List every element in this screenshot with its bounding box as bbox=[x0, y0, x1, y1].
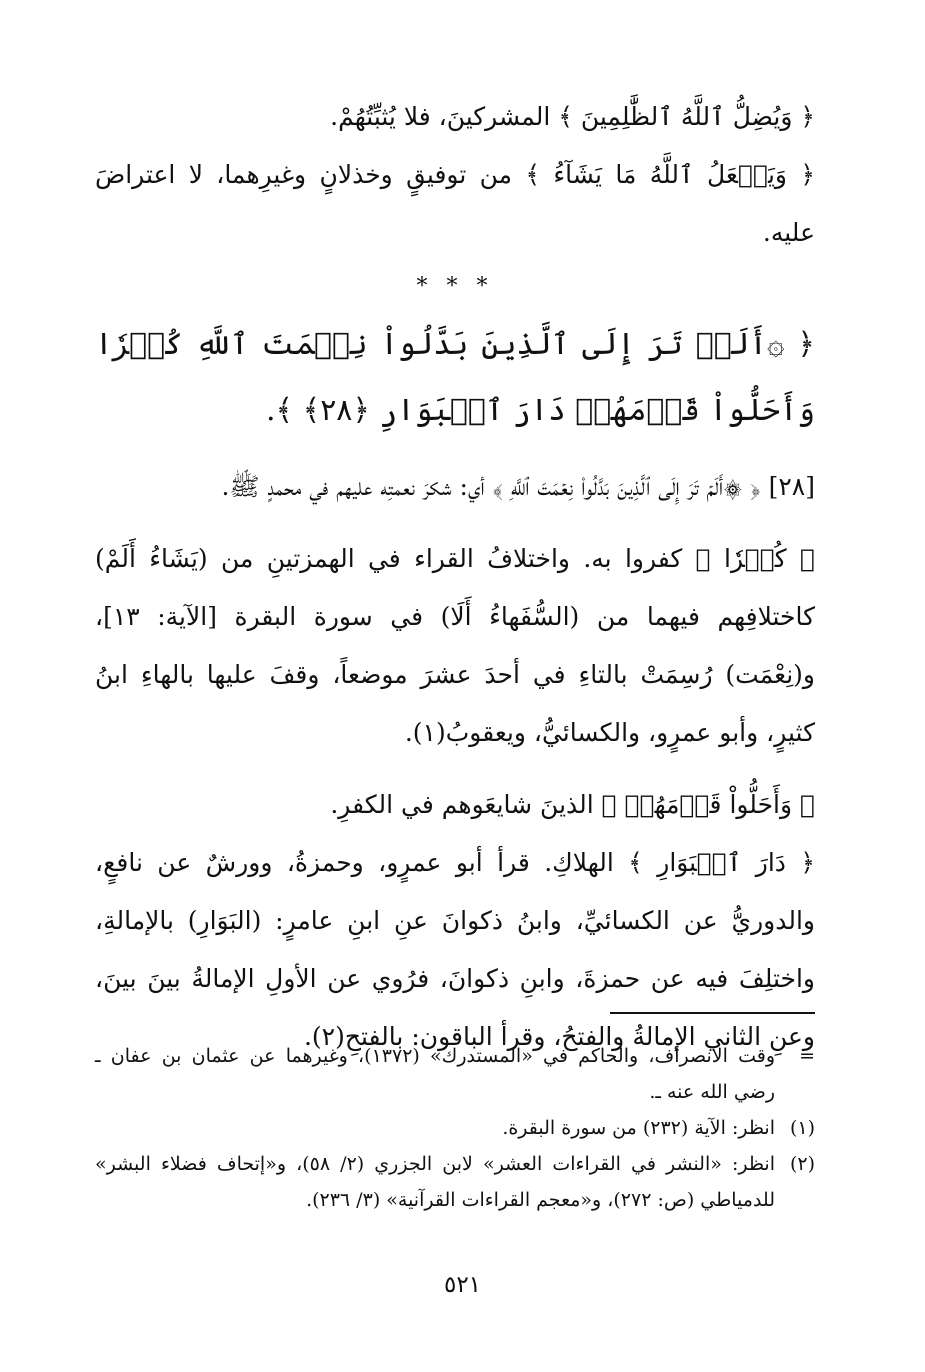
footnote-marker: (١) bbox=[789, 1117, 815, 1139]
footnotes bbox=[95, 1038, 815, 1218]
paragraph-4: ﴿ كُفۡرٗا ﴾ كفروا به. واختلافُ القراء في الهمزتينِ من (يَشَاءُ أَلَمْ) كاختلافِهم فيهما من (السُّفَهاءُ أَلَا) في سورة البقرة [الآية: ١٣]، و(نِعْمَت) رُسِمَتْ بالتاءِ في أحدَ عشرَ موضعاً، وقفَ عليها بالهاءِ ابنُ كثيرٍ، وأبو عمرٍو، والكسائيُّ، ويعقوبُ(١). bbox=[95, 544, 815, 747]
paragraph-5: ﴿ وَأَحَلُّواْ قَوۡمَهُمۡ ﴾ الذينَ شايعَوهم في الكفرِ. bbox=[330, 790, 815, 819]
page-number: ٥٢١ bbox=[443, 1272, 482, 1298]
footnote-1 bbox=[95, 1110, 815, 1146]
footnote-text: انظر: الآية (٢٣٢) من سورة البقرة. bbox=[502, 1117, 775, 1139]
paragraph-1: ﴿ وَيُضِلُّ ٱللَّهُ ٱلظَّٰلِمِينَ ﴾ المشركينَ، فلا يُثبِّتُهُمْ. bbox=[330, 102, 815, 131]
footnote-2 bbox=[95, 1146, 815, 1218]
paragraph-6: ﴿ دَارَ ٱلۡبَوَارِ ﴾ الهلاكِ. قرأ أبو عمرٍو، وحمزةُ، وورشٌ عن نافعٍ، والدوريُّ عن الكسائيِّ، وابنُ ذكوانَ عنِ ابنِ عامرٍ: (البَوَارِ) بالإمالةِ، واختلِفَ فيه عن حمزةَ، وابنِ ذكوانَ، فرُوي عن الأولِ الإمالةُ بينَ بينَ، وعنِ الثاني الإمالةُ والفتحُ، وقرأ الباقون: بالفتحِ(٢). bbox=[95, 848, 815, 1051]
footnote-continued bbox=[95, 1038, 815, 1110]
footnote-divider bbox=[610, 1012, 815, 1014]
paragraph-2: ﴿ وَيَفۡعَلُ ٱللَّهُ مَا يَشَآءُ ﴾ من توفيقٍ وخذلانٍ وغيرِهما، لا اعتراضَ عليه. bbox=[95, 160, 815, 247]
quran-verse: ﴿ ۞أَلَمۡ تَرَ إِلَى ٱلَّذِينَ بَدَّلُواْ نِعۡمَتَ ٱللَّهِ كُفۡرٗا وَأَحَلُّواْ قَوۡمَهُمۡ دَارَ ٱلۡبَوَارِ ﴿٢٨﴾ ﴾. bbox=[95, 327, 815, 428]
main-text bbox=[95, 88, 815, 1066]
paragraph-3: [٢٨] ﴿ ۞أَلَمۡ تَرَ إِلَى ٱلَّذِينَ بَدَّلُواْ نِعۡمَتَ ٱللَّهِ ﴾ أي: شكرَ نعمتِه عليهم في محمدٍ ﷺ. bbox=[221, 472, 815, 501]
footnote-marker: = bbox=[799, 1045, 815, 1067]
footnote-text: وقت الانصراف، والحاكم في «المستدرك» (١٣٧٢)، وغيرهما عن عثمان بن عفان ـ رضي الله عنه ـ. bbox=[95, 1045, 775, 1103]
footnote-marker: (٢) bbox=[789, 1153, 815, 1175]
section-separator: * * * bbox=[416, 274, 494, 299]
footnote-text: انظر: «النشر في القراءات العشر» لابن الجزري (٢/ ٥٨)، و«إتحاف فضلاء البشر» للدمياطي (ص: ٢٧٢)، و«معجم القراءات القرآنية» (٣/ ٢٣٦). bbox=[95, 1153, 775, 1211]
